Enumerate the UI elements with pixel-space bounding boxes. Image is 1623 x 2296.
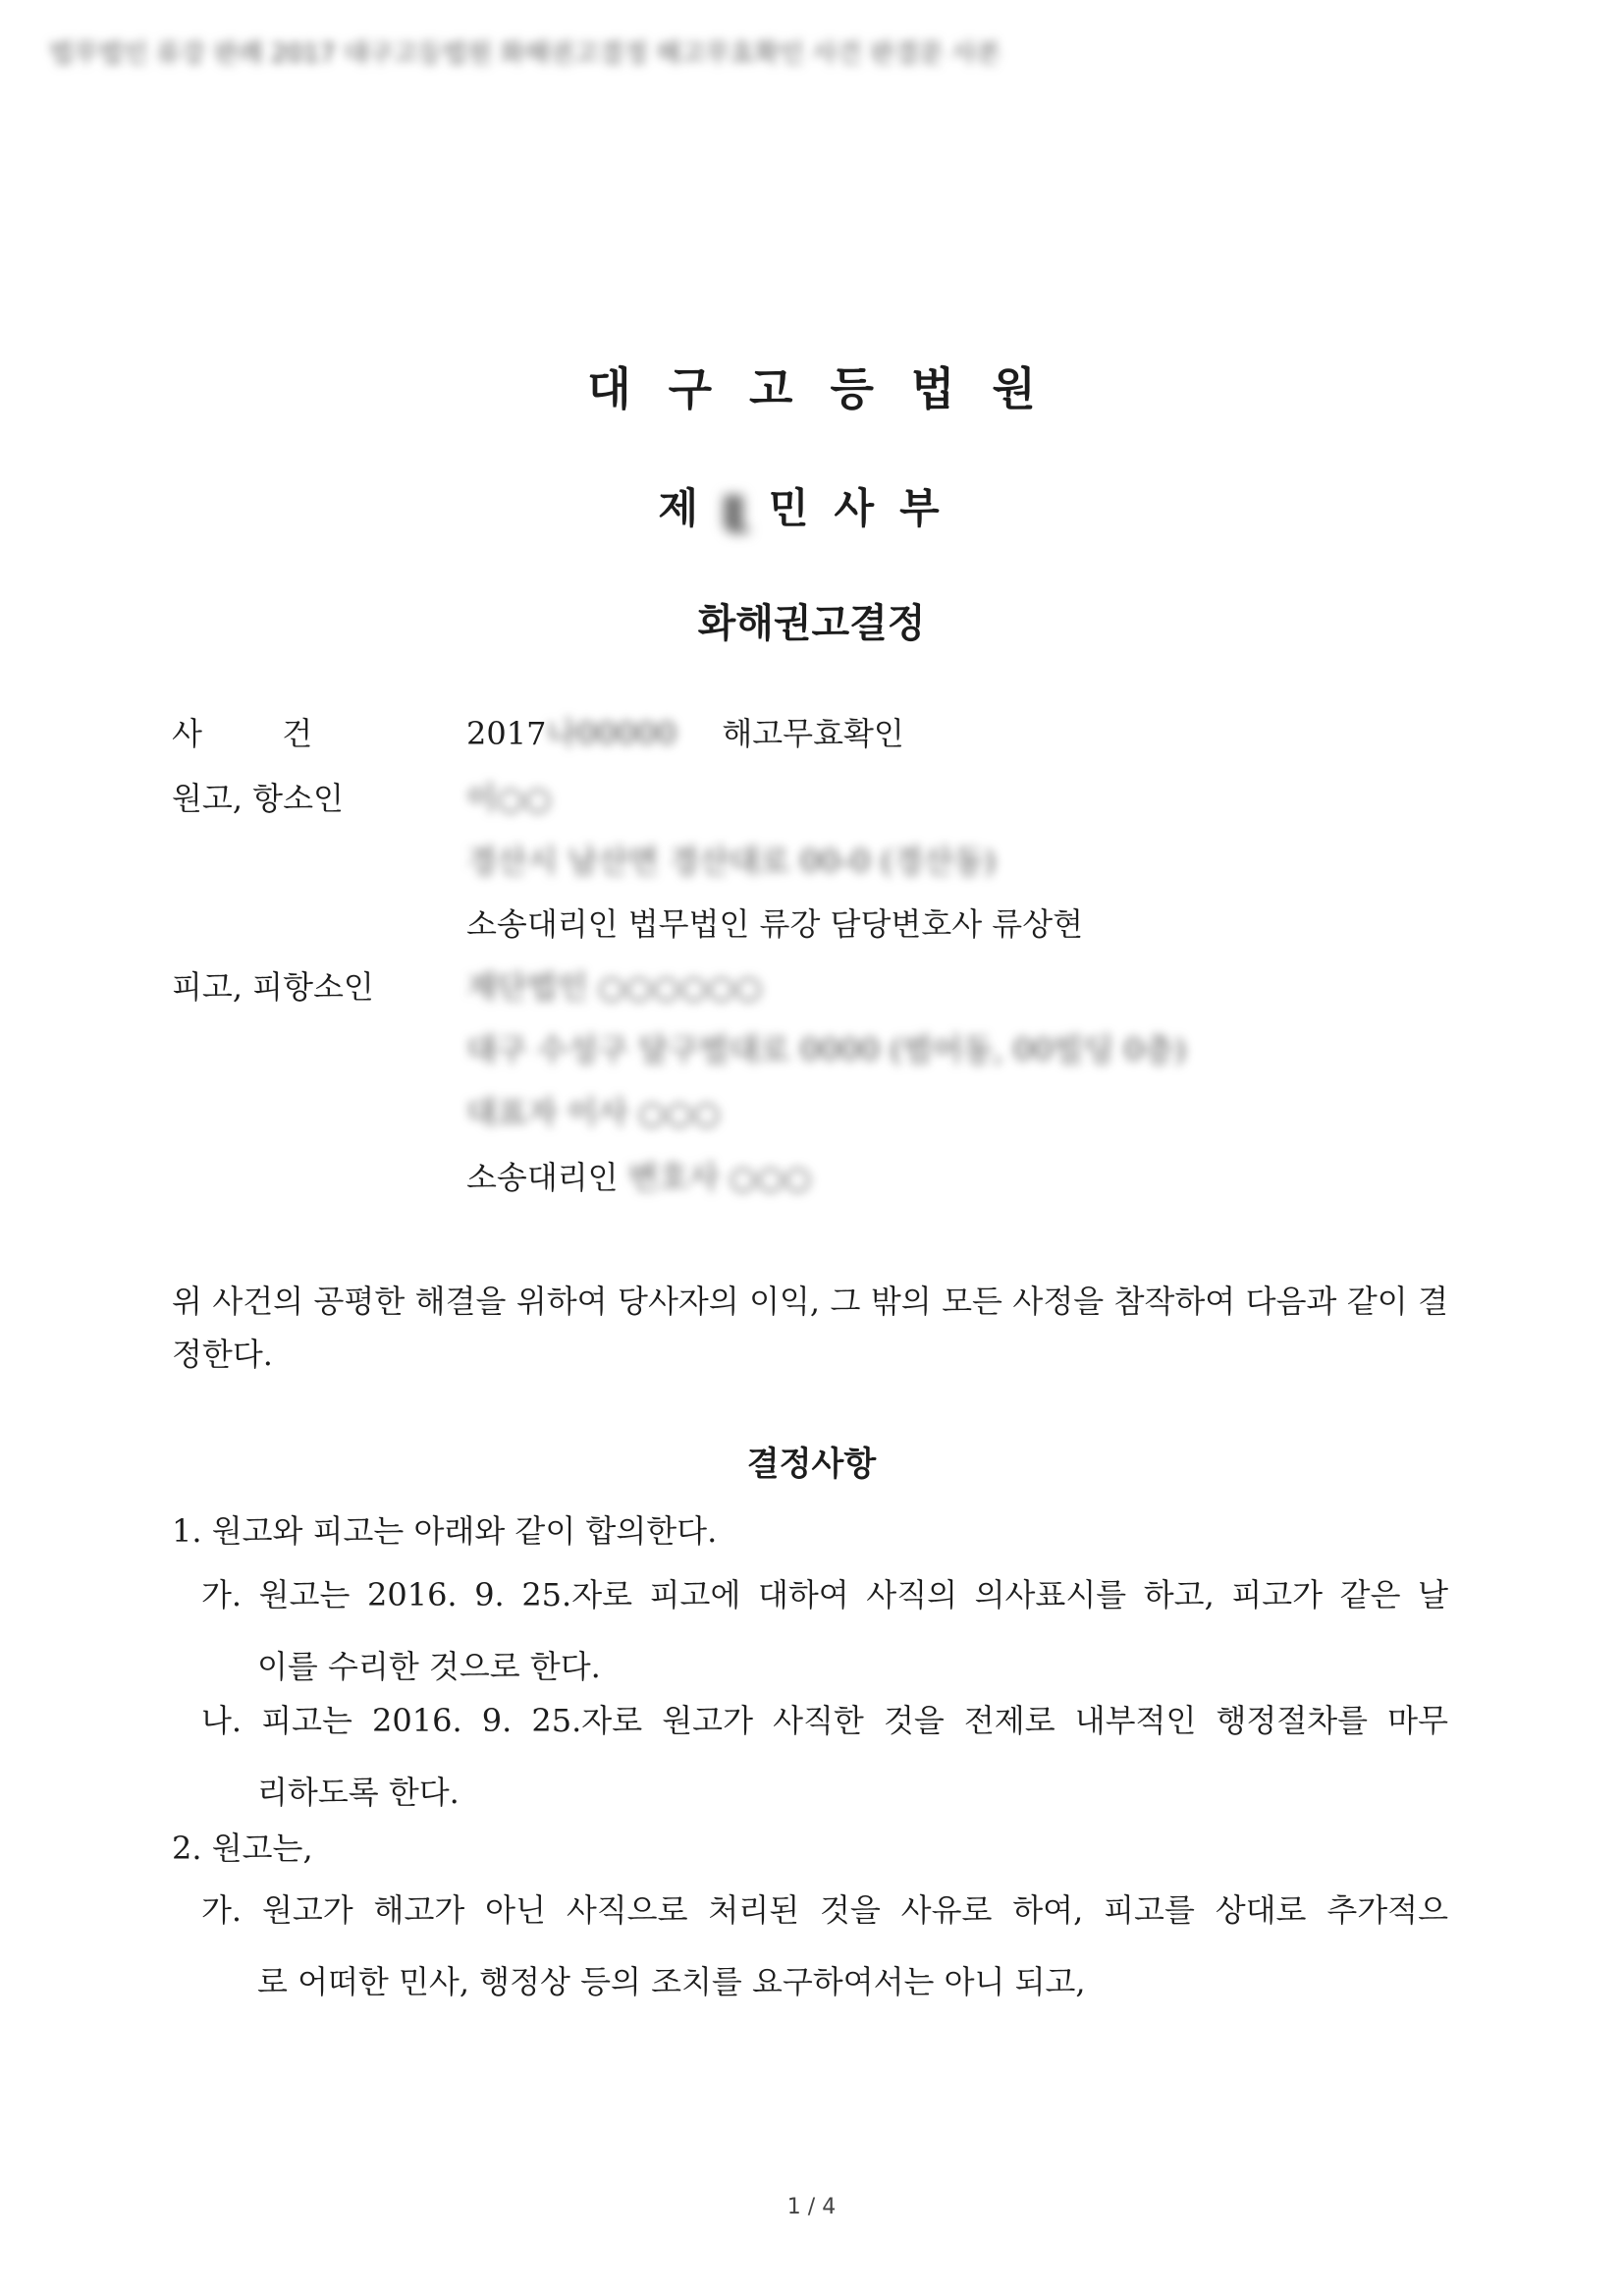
plaintiff-address-redacted: 경산시 남산면 경산대로 00-0 (경산동) bbox=[466, 843, 997, 880]
list-item bbox=[201, 1879, 1448, 1941]
defendant-address-redacted: 대구 수성구 달구벌대로 0000 (범어동, 00빌딩 0층) bbox=[466, 1031, 1187, 1068]
list-item-continuation: 리하도록 한다. bbox=[257, 1774, 460, 1811]
division-title bbox=[0, 476, 1623, 543]
page-number: 1 / 4 bbox=[786, 2195, 837, 2219]
defendant-name-redacted: 재단법인 ○○○○○○ bbox=[466, 968, 763, 1006]
document-title: 화해권고결정 bbox=[697, 601, 926, 646]
plaintiff-agent: 소송대리인 법무법인 류강 담당변호사 류상현 bbox=[466, 905, 1084, 943]
list-item-text: 가. 원고가 해고가 아닌 사직으로 처리된 것을 사유로 하여, 피고를 상대로 추가적으 bbox=[201, 1891, 1448, 1929]
list-item bbox=[201, 1563, 1448, 1626]
case-number-prefix: 2017 bbox=[466, 715, 547, 752]
division-prefix: 제 bbox=[658, 484, 698, 532]
list-item bbox=[201, 1689, 1448, 1752]
defendant-agent bbox=[466, 1153, 811, 1198]
defendant-representative-redacted: 대표자 이사 ○○○ bbox=[466, 1094, 721, 1131]
list-item-text: 가. 원고는 2016. 9. 25.자로 피고에 대하여 사직의 의사표시를 하고, 피고가 같은 날 bbox=[201, 1576, 1448, 1613]
division-suffix: 민사부 bbox=[768, 484, 965, 532]
redacted-header-strip: 법무법인 류강 판례 2017 대구고등법원 화해권고결정 해고무효확인 사건 판결문 사본 bbox=[49, 39, 1001, 67]
case-number-redacted: 나00000 bbox=[546, 715, 677, 752]
defendant-agent-redacted: 변호사 ○○○ bbox=[627, 1159, 812, 1196]
list-item-text: 나. 피고는 2016. 9. 25.자로 원고가 사직한 것을 전제로 내부적인 행정절차를 마무 bbox=[201, 1702, 1448, 1739]
intro-paragraph: 위 사건의 공평한 해결을 위하여 당사자의 이익, 그 밖의 모든 사정을 참작하여 다음과 같이 결정한다. bbox=[172, 1283, 1448, 1373]
case-name: 해고무효확인 bbox=[722, 715, 904, 752]
list-item-continuation: 로 어떠한 민사, 행정상 등의 조치를 요구하여서는 아니 되고, bbox=[257, 1963, 1086, 2000]
list-item-continuation: 이를 수리한 것으로 한다. bbox=[257, 1648, 601, 1685]
list-item: 2. 원고는, bbox=[172, 1830, 313, 1867]
plaintiff-name-redacted: 이○○ bbox=[466, 780, 552, 817]
section-heading: 결정사항 bbox=[746, 1445, 877, 1484]
plaintiff-label: 원고, 항소인 bbox=[172, 780, 344, 817]
case-number bbox=[466, 709, 904, 754]
defendant-agent-label: 소송대리인 bbox=[466, 1159, 619, 1196]
defendant-label: 피고, 피항소인 bbox=[172, 968, 374, 1006]
division-number-redacted: 1 bbox=[723, 494, 753, 543]
case-label: 사 건 bbox=[172, 715, 313, 752]
court-name: 대구고등법원 bbox=[587, 362, 1073, 415]
list-item: 1. 원고와 피고는 아래와 같이 합의한다. bbox=[172, 1512, 718, 1550]
